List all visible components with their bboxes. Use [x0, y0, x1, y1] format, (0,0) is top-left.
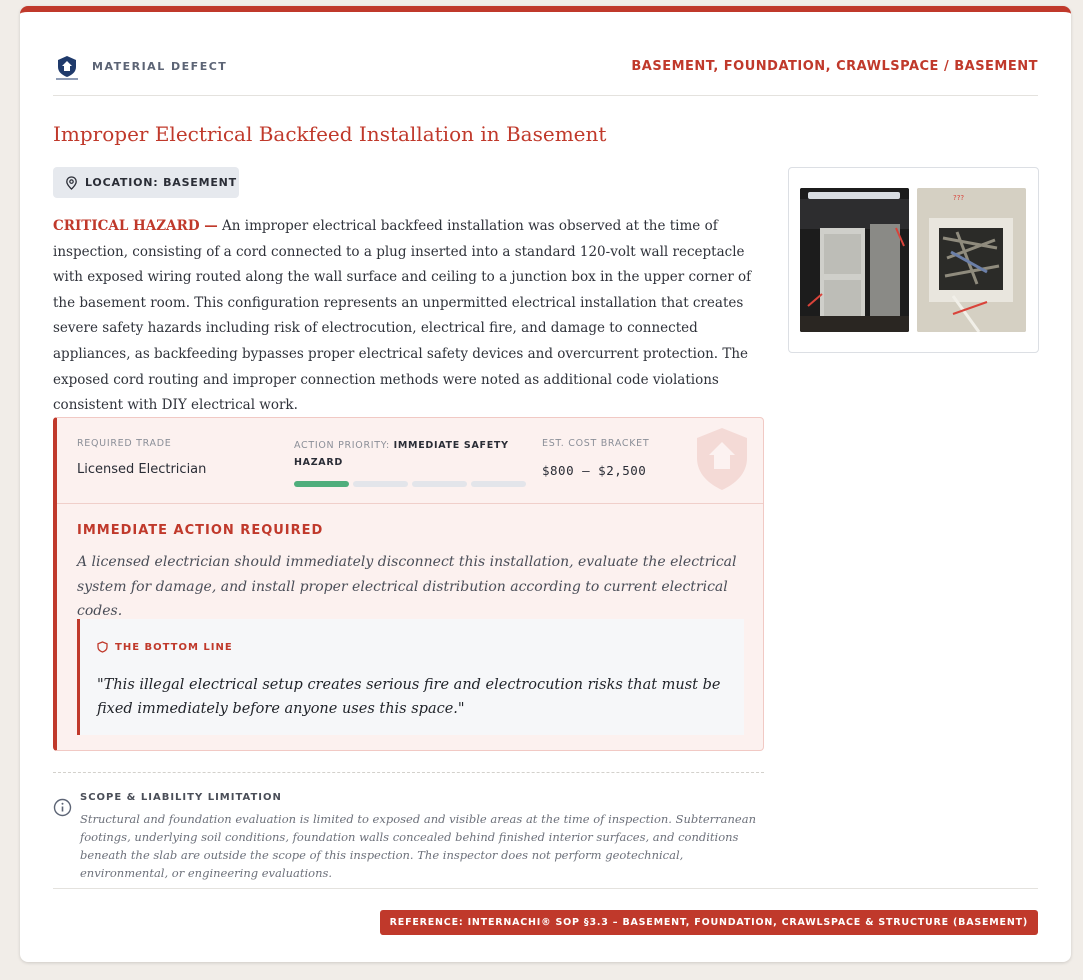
- cost-bracket-label: EST. COST BRACKET: [542, 438, 650, 449]
- defect-description: [53, 214, 771, 419]
- shield-icon: [97, 641, 108, 653]
- action-priority: [294, 437, 534, 471]
- priority-segment: [353, 481, 408, 487]
- category-label: BASEMENT, FOUNDATION, CRAWLSPACE / BASEMENT: [631, 59, 1038, 74]
- required-trade-value: Licensed Electrician: [77, 462, 207, 477]
- description-text: An improper electrical backfeed installation was observed at the time of inspection, consisting of a cord connected to a plug inserted into a standard 120-volt wall receptacle with exposed wiring routed along the wall surface and ceiling to a junction box in the upper corner of the basement room. This configuration represents an unpermitted electrical installation that creates severe safety hazards including risk of electrocution, electrical fire, and damage to connected appliances, as backfeeding bypasses proper electrical safety devices and overcurrent protection. The exposed cord routing and improper connection methods were noted as additional code violations consistent with DIY electrical work.: [53, 218, 752, 414]
- location-chip: [53, 167, 239, 198]
- priority-segment: [294, 481, 349, 487]
- sop-reference-badge: REFERENCE: INTERNACHI® SOP §3.3 – BASEMENT, FOUNDATION, CRAWLSPACE & STRUCTURE (BASEMENT): [380, 910, 1038, 935]
- required-trade-label: REQUIRED TRADE: [77, 438, 172, 449]
- photo-annotation: ???: [953, 194, 965, 202]
- scope-limitation: [53, 772, 764, 880]
- immediate-action-heading: IMMEDIATE ACTION REQUIRED: [77, 523, 324, 538]
- card-footer: [53, 888, 1038, 928]
- bottom-line-quote: "This illegal electrical setup creates serious fire and electrocution risks that must be fixed immediately before anyone uses this space.": [97, 677, 721, 717]
- scope-text: Structural and foundation evaluation is limited to exposed and visible areas at the time of inspection. Subterranean footings, underlying soil conditions, foundation walls concealed behind finished interior surfaces, and conditions beneath the slab are outside the scope of this inspection. The inspector does not perform geotechnical, environmental, or engineering evaluations.: [80, 812, 757, 880]
- immediate-action-text: A licensed electrician should immediately disconnect this installation, evaluate the electrical system for damage, and install proper electrical distribution according to current electrical codes.: [77, 554, 737, 619]
- photo-thumbnail[interactable]: [917, 188, 1026, 332]
- info-icon: [53, 798, 72, 817]
- junction-box-photo: [917, 188, 1026, 332]
- bottom-line-heading: [97, 641, 233, 653]
- defect-title: Improper Electrical Backfeed Installation in Basement: [53, 122, 607, 146]
- photo-gallery: [788, 167, 1039, 353]
- action-panel: [53, 417, 764, 751]
- scope-label: SCOPE & LIABILITY LIMITATION: [80, 792, 282, 803]
- defect-type-badge: MATERIAL DEFECT: [92, 60, 228, 73]
- defect-card: [20, 6, 1071, 962]
- card-header: [53, 52, 1038, 96]
- priority-meter: [294, 481, 527, 487]
- location-label: LOCATION: BASEMENT: [85, 176, 237, 189]
- bottom-line-box: [77, 619, 744, 735]
- cost-bracket-value: $800 – $2,500: [542, 463, 647, 478]
- action-priority-value: IMMEDIATE SAFETY HAZARD: [294, 440, 509, 468]
- map-pin-icon: [65, 176, 78, 190]
- watermark-logo: [687, 424, 757, 494]
- bottom-line-label: THE BOTTOM LINE: [115, 641, 233, 653]
- basement-door-photo: [800, 188, 909, 332]
- severity-label: CRITICAL HAZARD —: [53, 218, 218, 234]
- photo-thumbnail[interactable]: [800, 188, 909, 332]
- action-stats: [57, 418, 763, 504]
- action-priority-label: ACTION PRIORITY:: [294, 440, 390, 451]
- company-logo: [53, 54, 81, 82]
- priority-segment: [471, 481, 526, 487]
- priority-segment: [412, 481, 467, 487]
